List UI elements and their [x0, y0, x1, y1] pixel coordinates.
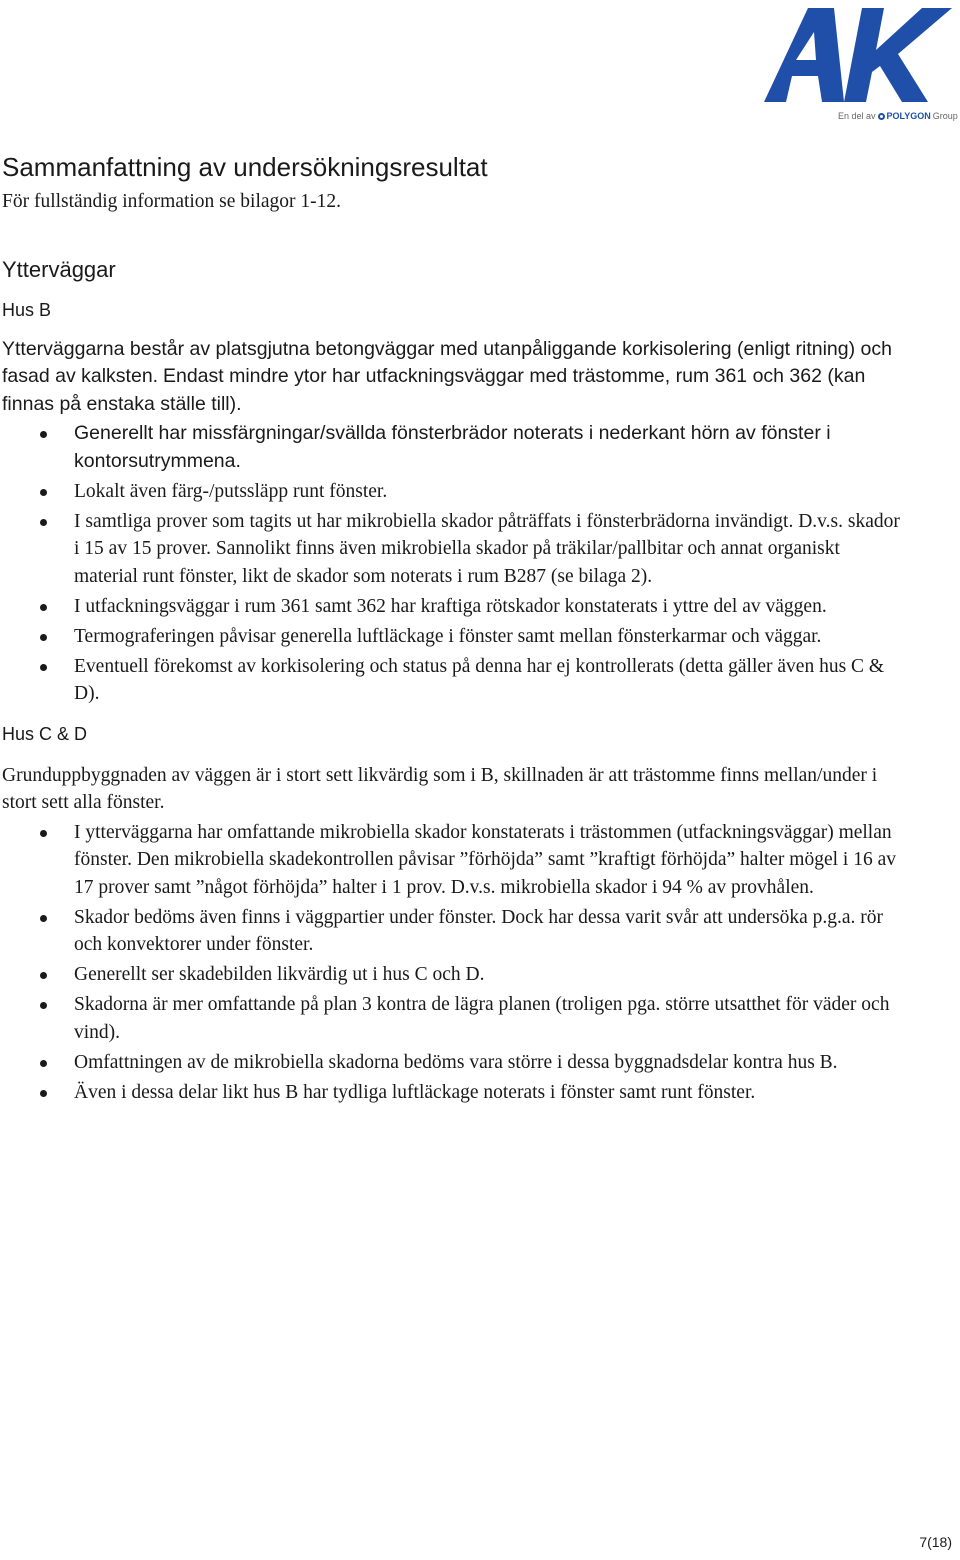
house-b-paragraph	[2, 336, 902, 419]
list-item: Även i dessa delar likt hus B har tydliga luftläckage noterats i fönster samt runt fönster.	[2, 1079, 902, 1107]
house-b-heading: Hus B	[2, 299, 52, 320]
list-item: Skadorna är mer omfattande på plan 3 kontra de lägra planen (troligen pga. större utsatthet för väder och vind).	[2, 991, 902, 1046]
list-item: Omfattningen av de mikrobiella skadorna bedöms vara större i dessa byggnadsdelar kontra hus B.	[2, 1049, 902, 1077]
polygon-ring-icon	[878, 113, 885, 120]
house-cd-heading: Hus C & D	[2, 723, 88, 744]
list-item: Generellt har missfärgningar/svällda fönsterbrädor noterats i nederkant hörn av fönster i kontorsutrymmena.	[2, 420, 902, 475]
tagline-prefix: En del av	[838, 111, 876, 121]
list-item: Termograferingen påvisar generella luftläckage i fönster samt mellan fönsterkarmar och väggar.	[2, 623, 902, 651]
page-number: 7(18)	[919, 1534, 952, 1550]
tagline-suffix: Group	[932, 111, 958, 121]
house-b-paragraph-main: Ytterväggarna består av platsgjutna betongväggar med utanpåliggande korkisolering (enligt ritning) och fasad av kalksten.	[2, 337, 892, 387]
section-heading: Ytterväggar	[2, 256, 116, 282]
list-item	[2, 508, 902, 591]
house-cd-paragraph: Grunduppbyggnaden av väggen är i stort sett likvärdig som i B, skillnaden är att trästomme finns mellan/under i stort sett alla fönster.	[2, 764, 878, 813]
intro-text: För fullständig information se bilagor 1-12.	[2, 191, 342, 212]
list-item: I utfackningsväggar i rum 361 samt 362 har kraftiga rötskador konstaterats i yttre del av väggen.	[2, 593, 902, 621]
house-b-findings-list	[2, 420, 902, 708]
list-item	[2, 819, 902, 902]
list-item: Generellt ser skadebilden likvärdig ut i hus C och D.	[2, 961, 902, 989]
house-cd-findings-list	[2, 819, 902, 1107]
house-b-paragraph-extra: Endast mindre ytor har utfackningsväggar med trästomme, rum 361 och 362 (kan finnas på enstaka ställe till).	[2, 365, 866, 415]
tagline-brand: POLYGON	[886, 111, 931, 121]
list-item: Eventuell förekomst av korkisolering och status på denna har ej kontrollerats (detta gäller även hus C & D).	[2, 653, 902, 708]
page-title: Sammanfattning av undersökningsresultat	[2, 152, 488, 182]
list-item-text: Sannolikt finns även mikrobiella skador på träkilar/pallbitar och annat organiskt material runt fönster, likt de skador som noterats i rum B287 (se bilaga 2).	[74, 538, 840, 587]
ak-logo-mark	[752, 2, 960, 108]
list-item: Skador bedöms även finns i väggpartier under fönster. Dock har dessa varit svår att undersöka p.g.a. rör och konvektorer under fönster.	[2, 904, 902, 959]
list-item-text: Den mikrobiella skadekontrollen påvisar ”förhöjda” samt ”kraftigt förhöjda” halter mögel i 16 av 17 prover samt ”något förhöjda” halter i 1 prov. D.v.s. mikrobiella skador i 94 % av provhålen.	[74, 849, 896, 898]
list-item-text: I samtliga prover som tagits ut har mikrobiella skador påträffats i fönsterbrädorna invändigt. D.v.s. skador i 15 av 15 prover.	[74, 510, 900, 559]
list-item: Lokalt även färg-/putssläpp runt fönster.	[2, 478, 902, 506]
logo-tagline	[838, 111, 958, 121]
company-logo	[752, 2, 960, 126]
list-item-text: I ytterväggarna har omfattande mikrobiella skador konstaterats i trästommen (utfackningsväggar) mellan fönster.	[74, 821, 892, 870]
